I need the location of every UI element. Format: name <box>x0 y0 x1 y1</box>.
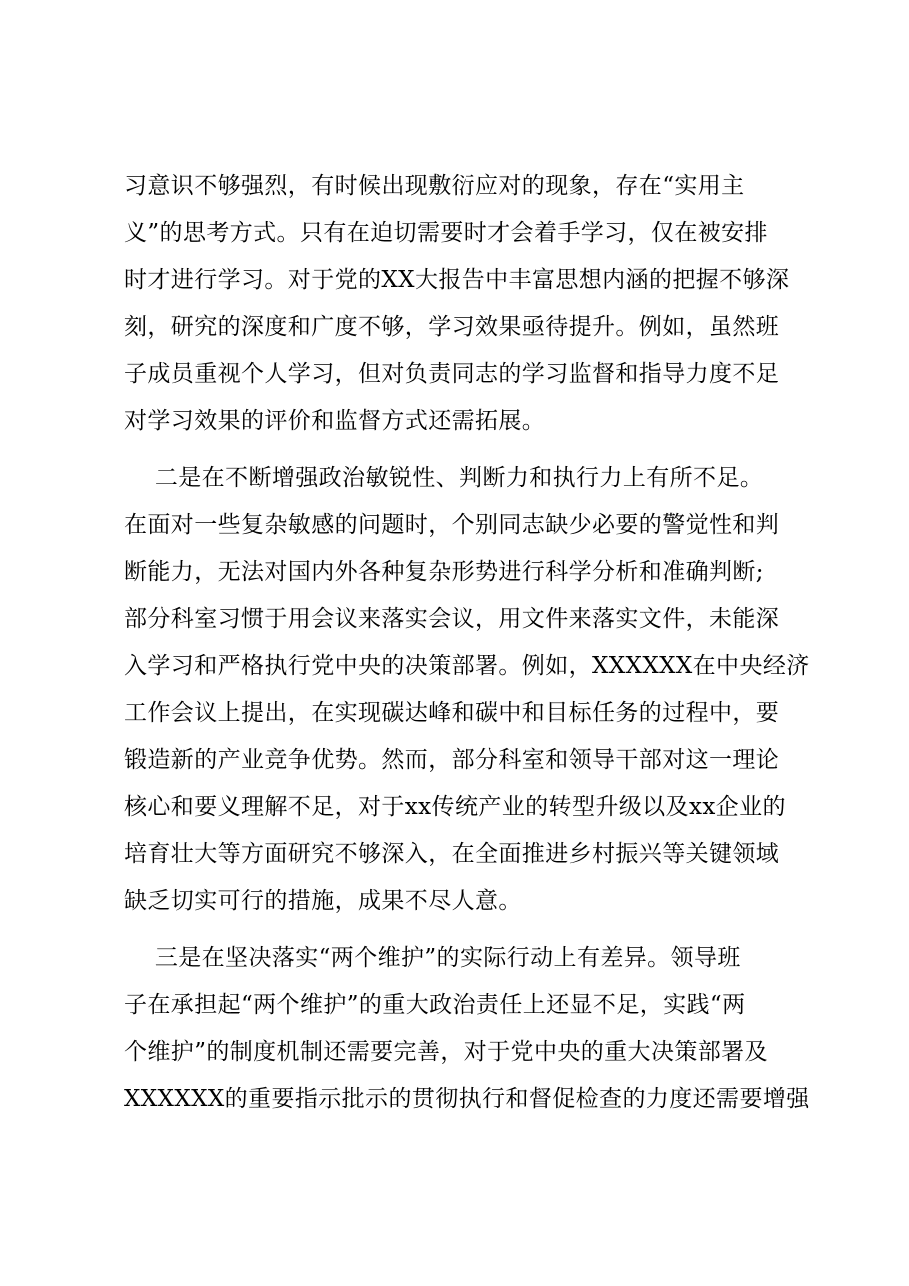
text-line: 子成员重视个人学习，但对负责同志的学习监督和指导力度不足 <box>124 361 780 387</box>
text-line: 在面对一些复杂敏感的问题时，个别同志缺少必要的警觉性和判 <box>124 512 780 538</box>
text-line: 二是在不断增强政治敏锐性、判断力和执行力上有所不足。 <box>124 465 764 491</box>
text-line: 时才进行学习。对于党的XX大报告中丰富思想内涵的把握不够深 <box>124 267 790 293</box>
document-body <box>124 163 810 1123</box>
text-line: 义”的思考方式。只有在迫切需要时才会着手学习，仅在被安排 <box>124 220 768 246</box>
text-line: 对学习效果的评价和监督方式还需拓展。 <box>124 408 546 434</box>
text-line: 刻，研究的深度和广度不够，学习效果亟待提升。例如，虽然班 <box>124 314 780 340</box>
text-line: 培育壮大等方面研究不够深入，在全面推进乡村振兴等关键领域 <box>124 841 780 867</box>
text-line: 习意识不够强烈，有时候出现敷衍应对的现象，存在“实用主 <box>124 173 745 199</box>
text-line: 子在承担起“两个维护”的重大政治责任上还显不足，实践“两 <box>124 992 746 1018</box>
text-line: XXXXXX的重要指示批示的贯彻执行和督促检查的力度还需要增强 <box>124 1086 810 1112</box>
text-line: 入学习和严格执行党中央的决策部署。例如，XXXXXX在中央经济 <box>124 653 810 679</box>
paragraph-gap <box>124 445 806 455</box>
paragraph-2 <box>124 455 810 925</box>
text-line: 个维护”的制度机制还需要完善，对于党中央的重大决策部署及 <box>124 1039 768 1065</box>
text-line: 部分科室习惯于用会议来落实会议，用文件来落实文件，未能深 <box>124 606 780 632</box>
text-line: 锻造新的产业竞争优势。然而，部分科室和领导干部对这一理论 <box>124 747 780 773</box>
text-line: 断能力，无法对国内外各种复杂形势进行科学分析和准确判断; <box>124 559 764 585</box>
text-line: 核心和要义理解不足，对于xx传统产业的转型升级以及xx企业的 <box>124 794 786 820</box>
text-line: 三是在坚决落实“两个维护”的实际行动上有差异。领导班 <box>124 945 741 971</box>
text-line: 工作会议上提出，在实现碳达峰和碳中和目标任务的过程中，要 <box>124 700 780 726</box>
text-line: 缺乏切实可行的措施，成果不尽人意。 <box>124 888 522 914</box>
paragraph-gap <box>124 925 806 935</box>
paragraph-3 <box>124 935 810 1123</box>
paragraph-1 <box>124 163 806 445</box>
